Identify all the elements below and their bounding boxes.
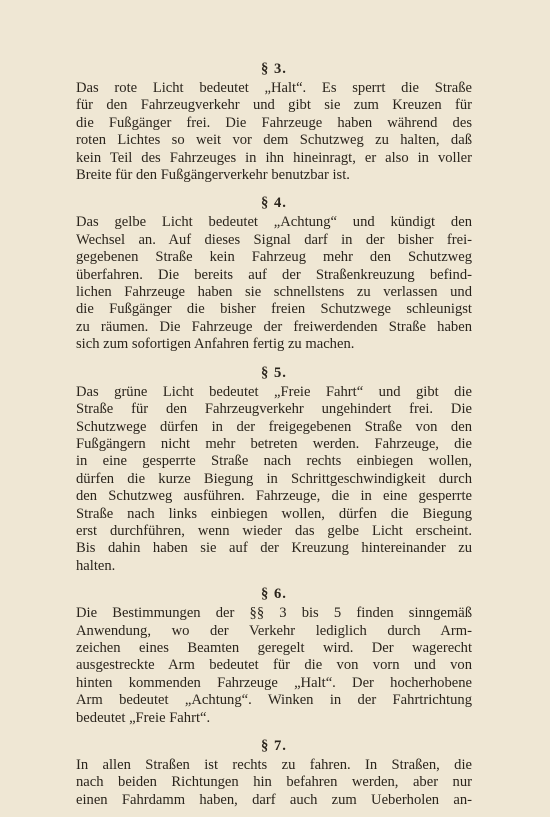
text-line: den Schutzweg ausführen. Fahrzeuge, die in eine gesperrte: [76, 488, 472, 505]
text-line: zeichen eines Beamten geregelt wird. Der wagerecht: [76, 639, 472, 656]
text-line: Arm bedeutet „Achtung“. Winken in der Fahrtrichtung: [76, 692, 472, 709]
text-line: dürfen die kurze Biegung in Schrittgeschwindigkeit durch: [76, 470, 472, 487]
text-line: lichen Fahrzeuge haben sie schnellstens zu verlassen und: [76, 284, 472, 301]
section-body-4: [76, 214, 472, 353]
text-line: roten Lichtes so weit vor dem Schutzweg zu halten, daß: [76, 132, 472, 149]
text-line: Straße nach links einbiegen wollen, dürfen die Biegung: [76, 505, 472, 522]
text-line: bedeutet „Freie Fahrt“.: [76, 709, 211, 726]
text-line: In allen Straßen ist rechts zu fahren. In Straßen, die: [76, 757, 472, 773]
document-page: [76, 58, 472, 817]
text-line: Anwendung, wo der Verkehr lediglich durch Arm-: [76, 622, 472, 639]
text-line: Das grüne Licht bedeutet „Freie Fahrt“ und gibt die: [76, 383, 472, 400]
text-line: Wechsel an. Auf dieses Signal darf in der bisher frei-: [76, 231, 472, 248]
text-line: einen Fahrdamm haben, darf auch zum Ueberholen an-: [76, 791, 472, 808]
section-body-6: [76, 605, 472, 727]
text-line: gegebenen Straße kein Fahrzeug mehr den Schutzweg: [76, 249, 472, 266]
text-line: die Fußgänger frei. Die Fahrzeuge haben während des: [76, 114, 472, 131]
text-line: zu räumen. Die Fahrzeuge der freiwerdenden Straße haben: [76, 318, 472, 335]
text-line: für den Fahrzeugverkehr und gibt sie zum Kreuzen für: [76, 97, 472, 114]
section-heading-3: § 3.: [261, 61, 287, 77]
section-body-7: [76, 757, 472, 809]
text-line: Die Bestimmungen der §§ 3 bis 5 finden sinngemäß: [76, 605, 472, 622]
text-line: überfahren. Die bereits auf der Straßenkreuzung befind-: [76, 266, 472, 283]
section-body-5: [76, 384, 472, 575]
text-line: Straße für den Fahrzeugverkehr ungehindert frei. Die: [76, 401, 472, 418]
text-line: Das rote Licht bedeutet „Halt“. Es sperrt die Straße: [76, 80, 472, 96]
section-heading-6: § 6.: [261, 586, 287, 603]
section-heading-7: § 7.: [261, 738, 287, 754]
text-line: ausgestreckte Arm bedeutet für die von vorn und von: [76, 657, 472, 674]
text-line: in eine gesperrte Straße nach rechts einbiegen wollen,: [76, 453, 472, 470]
text-line: kein Teil des Fahrzeuges in ihn hineinragt, er also in voller: [76, 149, 472, 166]
text-line: nach beiden Richtungen hin befahren werden, aber nur: [76, 774, 472, 791]
text-line: Fußgängern nicht mehr betreten werden. Fahrzeuge, die: [76, 435, 472, 452]
text-line: Schutzwege dürfen in der freigegebenen Straße von den: [76, 418, 472, 435]
text-line: erst durchführen, wenn wieder das gelbe Licht erscheint.: [76, 522, 472, 539]
text-line: halten.: [76, 557, 116, 574]
text-line: Das gelbe Licht bedeutet „Achtung“ und kündigt den: [76, 214, 472, 231]
text-line: Breite für den Fußgängerverkehr benutzbar ist.: [76, 167, 350, 184]
text-line: sich zum sofortigen Anfahren fertig zu machen.: [76, 336, 355, 353]
section-heading-4: § 4.: [261, 195, 287, 212]
section-body-3: [76, 80, 472, 184]
section-heading-5: § 5.: [261, 364, 287, 381]
text-line: hinten kommenden Fahrzeuge „Halt“. Der hocherhobene: [76, 674, 472, 691]
text-line: die Fußgänger die bisher freien Schutzwege schleunigst: [76, 301, 472, 318]
text-line: Bis dahin haben sie auf der Kreuzung hintereinander zu: [76, 540, 472, 557]
